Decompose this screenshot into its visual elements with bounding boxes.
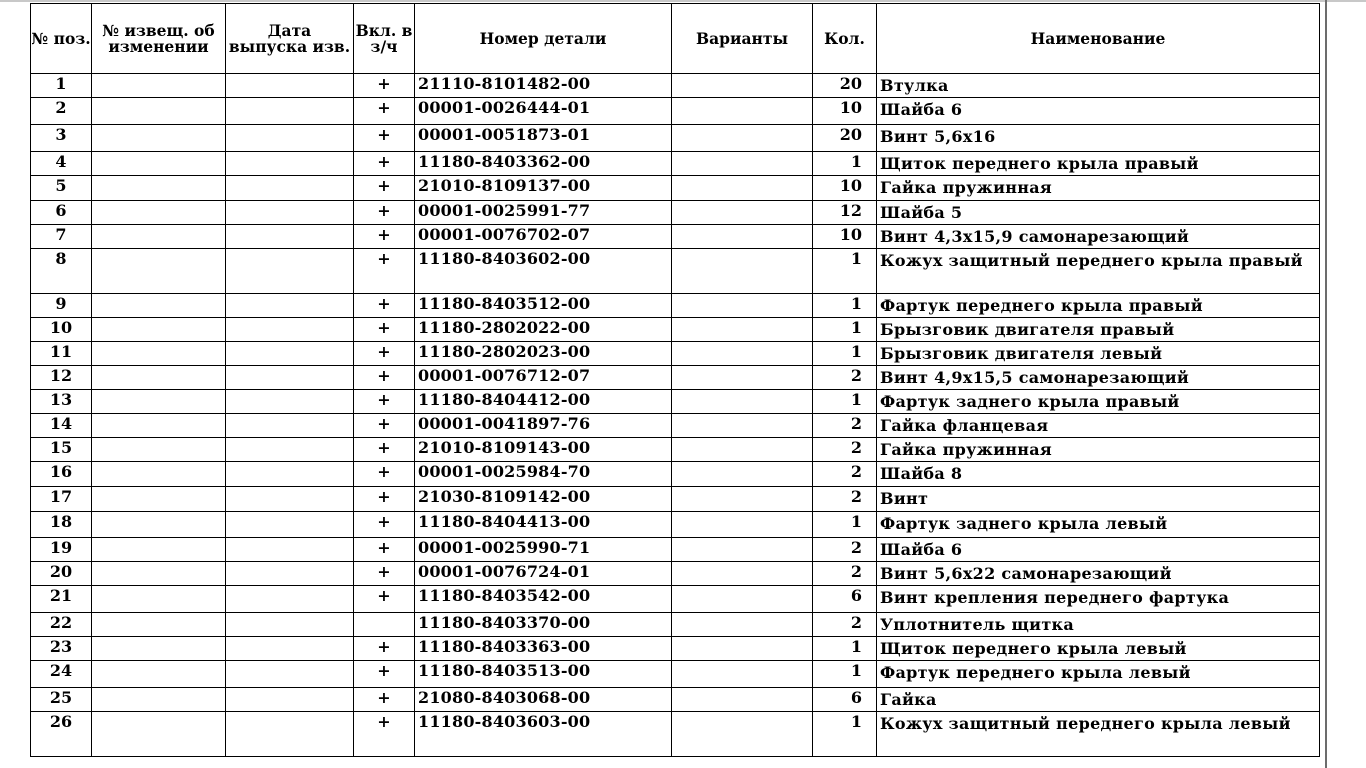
name-cell: Гайка пружинная — [877, 176, 1320, 201]
part-number-cell: 00001-0076702-07 — [415, 225, 672, 249]
part-number-cell: 11180-8403362-00 — [415, 152, 672, 176]
qty-cell: 1 — [813, 637, 877, 661]
qty-cell: 2 — [813, 414, 877, 438]
notice-cell — [92, 125, 226, 152]
header-variants: Варианты — [672, 4, 813, 74]
notice-cell — [92, 249, 226, 294]
variants-cell — [672, 225, 813, 249]
part-number-cell: 11180-8403370-00 — [415, 613, 672, 637]
variants-cell — [672, 462, 813, 487]
incl-cell — [354, 613, 415, 637]
date-cell — [226, 712, 354, 757]
date-cell — [226, 294, 354, 318]
date-cell — [226, 225, 354, 249]
notice-cell — [92, 661, 226, 688]
table-body — [31, 74, 1320, 757]
qty-cell: 2 — [813, 487, 877, 512]
table-row — [31, 366, 1320, 390]
pos-cell: 26 — [31, 712, 92, 757]
part-number-cell: 11180-8404413-00 — [415, 512, 672, 538]
variants-cell — [672, 318, 813, 342]
part-number-cell: 11180-8403363-00 — [415, 637, 672, 661]
part-number-cell: 00001-0025991-77 — [415, 201, 672, 225]
pos-cell: 12 — [31, 366, 92, 390]
date-cell — [226, 125, 354, 152]
header-incl: Вкл. в з/ч — [354, 4, 415, 74]
incl-cell: + — [354, 414, 415, 438]
variants-cell — [672, 152, 813, 176]
date-cell — [226, 390, 354, 414]
variants-cell — [672, 538, 813, 562]
parts-table — [30, 3, 1320, 757]
incl-cell: + — [354, 390, 415, 414]
name-cell: Винт 4,9х15,5 самонарезающий — [877, 366, 1320, 390]
qty-cell: 6 — [813, 688, 877, 712]
pos-cell: 2 — [31, 98, 92, 125]
name-cell: Щиток переднего крыла правый — [877, 152, 1320, 176]
part-number-cell: 11180-8403512-00 — [415, 294, 672, 318]
incl-cell: + — [354, 538, 415, 562]
notice-cell — [92, 462, 226, 487]
table-row — [31, 152, 1320, 176]
qty-cell: 6 — [813, 586, 877, 613]
date-cell — [226, 487, 354, 512]
incl-cell: + — [354, 225, 415, 249]
table-row — [31, 201, 1320, 225]
qty-cell: 1 — [813, 342, 877, 366]
table-row — [31, 414, 1320, 438]
pos-cell: 5 — [31, 176, 92, 201]
variants-cell — [672, 637, 813, 661]
table-row — [31, 249, 1320, 294]
variants-cell — [672, 294, 813, 318]
name-cell: Винт — [877, 487, 1320, 512]
variants-cell — [672, 712, 813, 757]
incl-cell: + — [354, 318, 415, 342]
table-row — [31, 318, 1320, 342]
date-cell — [226, 586, 354, 613]
pos-cell: 22 — [31, 613, 92, 637]
date-cell — [226, 414, 354, 438]
variants-cell — [672, 414, 813, 438]
name-cell: Винт крепления переднего фартука — [877, 586, 1320, 613]
table-row — [31, 294, 1320, 318]
notice-cell — [92, 562, 226, 586]
date-cell — [226, 637, 354, 661]
pos-cell: 16 — [31, 462, 92, 487]
part-number-cell: 21110-8101482-00 — [415, 74, 672, 98]
name-cell: Гайка — [877, 688, 1320, 712]
pos-cell: 6 — [31, 201, 92, 225]
date-cell — [226, 688, 354, 712]
variants-cell — [672, 562, 813, 586]
qty-cell: 1 — [813, 512, 877, 538]
variants-cell — [672, 249, 813, 294]
name-cell: Шайба 5 — [877, 201, 1320, 225]
name-cell: Щиток переднего крыла левый — [877, 637, 1320, 661]
notice-cell — [92, 318, 226, 342]
part-number-cell: 11180-8404412-00 — [415, 390, 672, 414]
part-number-cell: 00001-0076724-01 — [415, 562, 672, 586]
header-date: Дата выпуска изв. — [226, 4, 354, 74]
table-row — [31, 125, 1320, 152]
qty-cell: 10 — [813, 98, 877, 125]
name-cell: Шайба 6 — [877, 98, 1320, 125]
table-row — [31, 586, 1320, 613]
part-number-cell: 00001-0041897-76 — [415, 414, 672, 438]
variants-cell — [672, 366, 813, 390]
name-cell: Шайба 8 — [877, 462, 1320, 487]
incl-cell: + — [354, 98, 415, 125]
table-row — [31, 562, 1320, 586]
qty-cell: 2 — [813, 538, 877, 562]
variants-cell — [672, 176, 813, 201]
date-cell — [226, 98, 354, 125]
qty-cell: 1 — [813, 712, 877, 757]
name-cell: Фартук переднего крыла правый — [877, 294, 1320, 318]
name-cell: Гайка пружинная — [877, 438, 1320, 462]
date-cell — [226, 152, 354, 176]
incl-cell: + — [354, 462, 415, 487]
date-cell — [226, 613, 354, 637]
incl-cell: + — [354, 661, 415, 688]
part-number-cell: 00001-0026444-01 — [415, 98, 672, 125]
table-row — [31, 342, 1320, 366]
part-number-cell: 21010-8109143-00 — [415, 438, 672, 462]
incl-cell: + — [354, 562, 415, 586]
pos-cell: 25 — [31, 688, 92, 712]
qty-cell: 1 — [813, 318, 877, 342]
variants-cell — [672, 98, 813, 125]
notice-cell — [92, 487, 226, 512]
part-number-cell: 00001-0025984-70 — [415, 462, 672, 487]
date-cell — [226, 438, 354, 462]
pos-cell: 14 — [31, 414, 92, 438]
incl-cell: + — [354, 125, 415, 152]
pos-cell: 20 — [31, 562, 92, 586]
pos-cell: 4 — [31, 152, 92, 176]
variants-cell — [672, 487, 813, 512]
incl-cell: + — [354, 586, 415, 613]
part-number-cell: 21010-8109137-00 — [415, 176, 672, 201]
header-pos: № поз. — [31, 4, 92, 74]
header-qty: Кол. — [813, 4, 877, 74]
table-row — [31, 688, 1320, 712]
name-cell: Винт 4,3х15,9 самонарезающий — [877, 225, 1320, 249]
date-cell — [226, 176, 354, 201]
qty-cell: 20 — [813, 125, 877, 152]
incl-cell: + — [354, 712, 415, 757]
qty-cell: 10 — [813, 225, 877, 249]
date-cell — [226, 366, 354, 390]
qty-cell: 20 — [813, 74, 877, 98]
qty-cell: 2 — [813, 613, 877, 637]
top-border — [0, 0, 1366, 2]
incl-cell: + — [354, 637, 415, 661]
pos-cell: 18 — [31, 512, 92, 538]
pos-cell: 17 — [31, 487, 92, 512]
table-row — [31, 637, 1320, 661]
incl-cell: + — [354, 688, 415, 712]
name-cell: Уплотнитель щитка — [877, 613, 1320, 637]
incl-cell: + — [354, 512, 415, 538]
incl-cell: + — [354, 74, 415, 98]
qty-cell: 12 — [813, 201, 877, 225]
notice-cell — [92, 366, 226, 390]
variants-cell — [672, 613, 813, 637]
incl-cell: + — [354, 487, 415, 512]
name-cell: Винт 5,6х22 самонарезающий — [877, 562, 1320, 586]
name-cell: Брызговик двигателя левый — [877, 342, 1320, 366]
table-row — [31, 462, 1320, 487]
qty-cell: 10 — [813, 176, 877, 201]
notice-cell — [92, 225, 226, 249]
parts-sheet — [30, 3, 1320, 757]
date-cell — [226, 318, 354, 342]
pos-cell: 7 — [31, 225, 92, 249]
part-number-cell: 00001-0076712-07 — [415, 366, 672, 390]
name-cell: Винт 5,6х16 — [877, 125, 1320, 152]
header-part: Номер детали — [415, 4, 672, 74]
variants-cell — [672, 688, 813, 712]
table-row — [31, 661, 1320, 688]
name-cell: Фартук заднего крыла левый — [877, 512, 1320, 538]
date-cell — [226, 462, 354, 487]
table-row — [31, 487, 1320, 512]
notice-cell — [92, 390, 226, 414]
name-cell: Брызговик двигателя правый — [877, 318, 1320, 342]
pos-cell: 8 — [31, 249, 92, 294]
table-row — [31, 712, 1320, 757]
incl-cell: + — [354, 249, 415, 294]
name-cell: Фартук переднего крыла левый — [877, 661, 1320, 688]
variants-cell — [672, 390, 813, 414]
qty-cell: 2 — [813, 562, 877, 586]
table-row — [31, 74, 1320, 98]
pos-cell: 21 — [31, 586, 92, 613]
name-cell: Шайба 6 — [877, 538, 1320, 562]
name-cell: Гайка фланцевая — [877, 414, 1320, 438]
name-cell: Втулка — [877, 74, 1320, 98]
incl-cell: + — [354, 438, 415, 462]
name-cell: Кожух защитный переднего крыла левый — [877, 712, 1320, 757]
qty-cell: 1 — [813, 152, 877, 176]
date-cell — [226, 562, 354, 586]
part-number-cell: 21030-8109142-00 — [415, 487, 672, 512]
date-cell — [226, 512, 354, 538]
pos-cell: 13 — [31, 390, 92, 414]
notice-cell — [92, 538, 226, 562]
part-number-cell: 11180-2802023-00 — [415, 342, 672, 366]
pos-cell: 11 — [31, 342, 92, 366]
table-row — [31, 512, 1320, 538]
variants-cell — [672, 125, 813, 152]
notice-cell — [92, 637, 226, 661]
pos-cell: 23 — [31, 637, 92, 661]
notice-cell — [92, 613, 226, 637]
part-number-cell: 00001-0051873-01 — [415, 125, 672, 152]
notice-cell — [92, 342, 226, 366]
table-row — [31, 613, 1320, 637]
variants-cell — [672, 586, 813, 613]
part-number-cell: 11180-8403602-00 — [415, 249, 672, 294]
notice-cell — [92, 586, 226, 613]
date-cell — [226, 249, 354, 294]
variants-cell — [672, 201, 813, 225]
notice-cell — [92, 152, 226, 176]
table-row — [31, 225, 1320, 249]
incl-cell: + — [354, 201, 415, 225]
qty-cell: 2 — [813, 438, 877, 462]
date-cell — [226, 201, 354, 225]
page-right-edge — [1325, 0, 1327, 768]
table-row — [31, 390, 1320, 414]
pos-cell: 10 — [31, 318, 92, 342]
notice-cell — [92, 438, 226, 462]
variants-cell — [672, 342, 813, 366]
notice-cell — [92, 512, 226, 538]
name-cell: Фартук заднего крыла правый — [877, 390, 1320, 414]
qty-cell: 1 — [813, 390, 877, 414]
part-number-cell: 11180-2802022-00 — [415, 318, 672, 342]
table-header-row — [31, 4, 1320, 74]
notice-cell — [92, 98, 226, 125]
date-cell — [226, 74, 354, 98]
date-cell — [226, 661, 354, 688]
qty-cell: 1 — [813, 249, 877, 294]
variants-cell — [672, 512, 813, 538]
part-number-cell: 11180-8403603-00 — [415, 712, 672, 757]
pos-cell: 24 — [31, 661, 92, 688]
variants-cell — [672, 661, 813, 688]
pos-cell: 15 — [31, 438, 92, 462]
part-number-cell: 21080-8403068-00 — [415, 688, 672, 712]
incl-cell: + — [354, 176, 415, 201]
table-row — [31, 176, 1320, 201]
variants-cell — [672, 438, 813, 462]
notice-cell — [92, 294, 226, 318]
notice-cell — [92, 201, 226, 225]
table-row — [31, 438, 1320, 462]
variants-cell — [672, 74, 813, 98]
incl-cell: + — [354, 152, 415, 176]
table-row — [31, 538, 1320, 562]
pos-cell: 1 — [31, 74, 92, 98]
incl-cell: + — [354, 342, 415, 366]
part-number-cell: 11180-8403542-00 — [415, 586, 672, 613]
table-row — [31, 98, 1320, 125]
part-number-cell: 00001-0025990-71 — [415, 538, 672, 562]
date-cell — [226, 538, 354, 562]
header-notice: № извещ. об изменении — [92, 4, 226, 74]
qty-cell: 2 — [813, 366, 877, 390]
name-cell: Кожух защитный переднего крыла правый — [877, 249, 1320, 294]
notice-cell — [92, 176, 226, 201]
incl-cell: + — [354, 294, 415, 318]
pos-cell: 19 — [31, 538, 92, 562]
notice-cell — [92, 414, 226, 438]
notice-cell — [92, 688, 226, 712]
qty-cell: 1 — [813, 294, 877, 318]
date-cell — [226, 342, 354, 366]
qty-cell: 2 — [813, 462, 877, 487]
part-number-cell: 11180-8403513-00 — [415, 661, 672, 688]
pos-cell: 3 — [31, 125, 92, 152]
header-name: Наименование — [877, 4, 1320, 74]
incl-cell: + — [354, 366, 415, 390]
notice-cell — [92, 712, 226, 757]
pos-cell: 9 — [31, 294, 92, 318]
qty-cell: 1 — [813, 661, 877, 688]
notice-cell — [92, 74, 226, 98]
